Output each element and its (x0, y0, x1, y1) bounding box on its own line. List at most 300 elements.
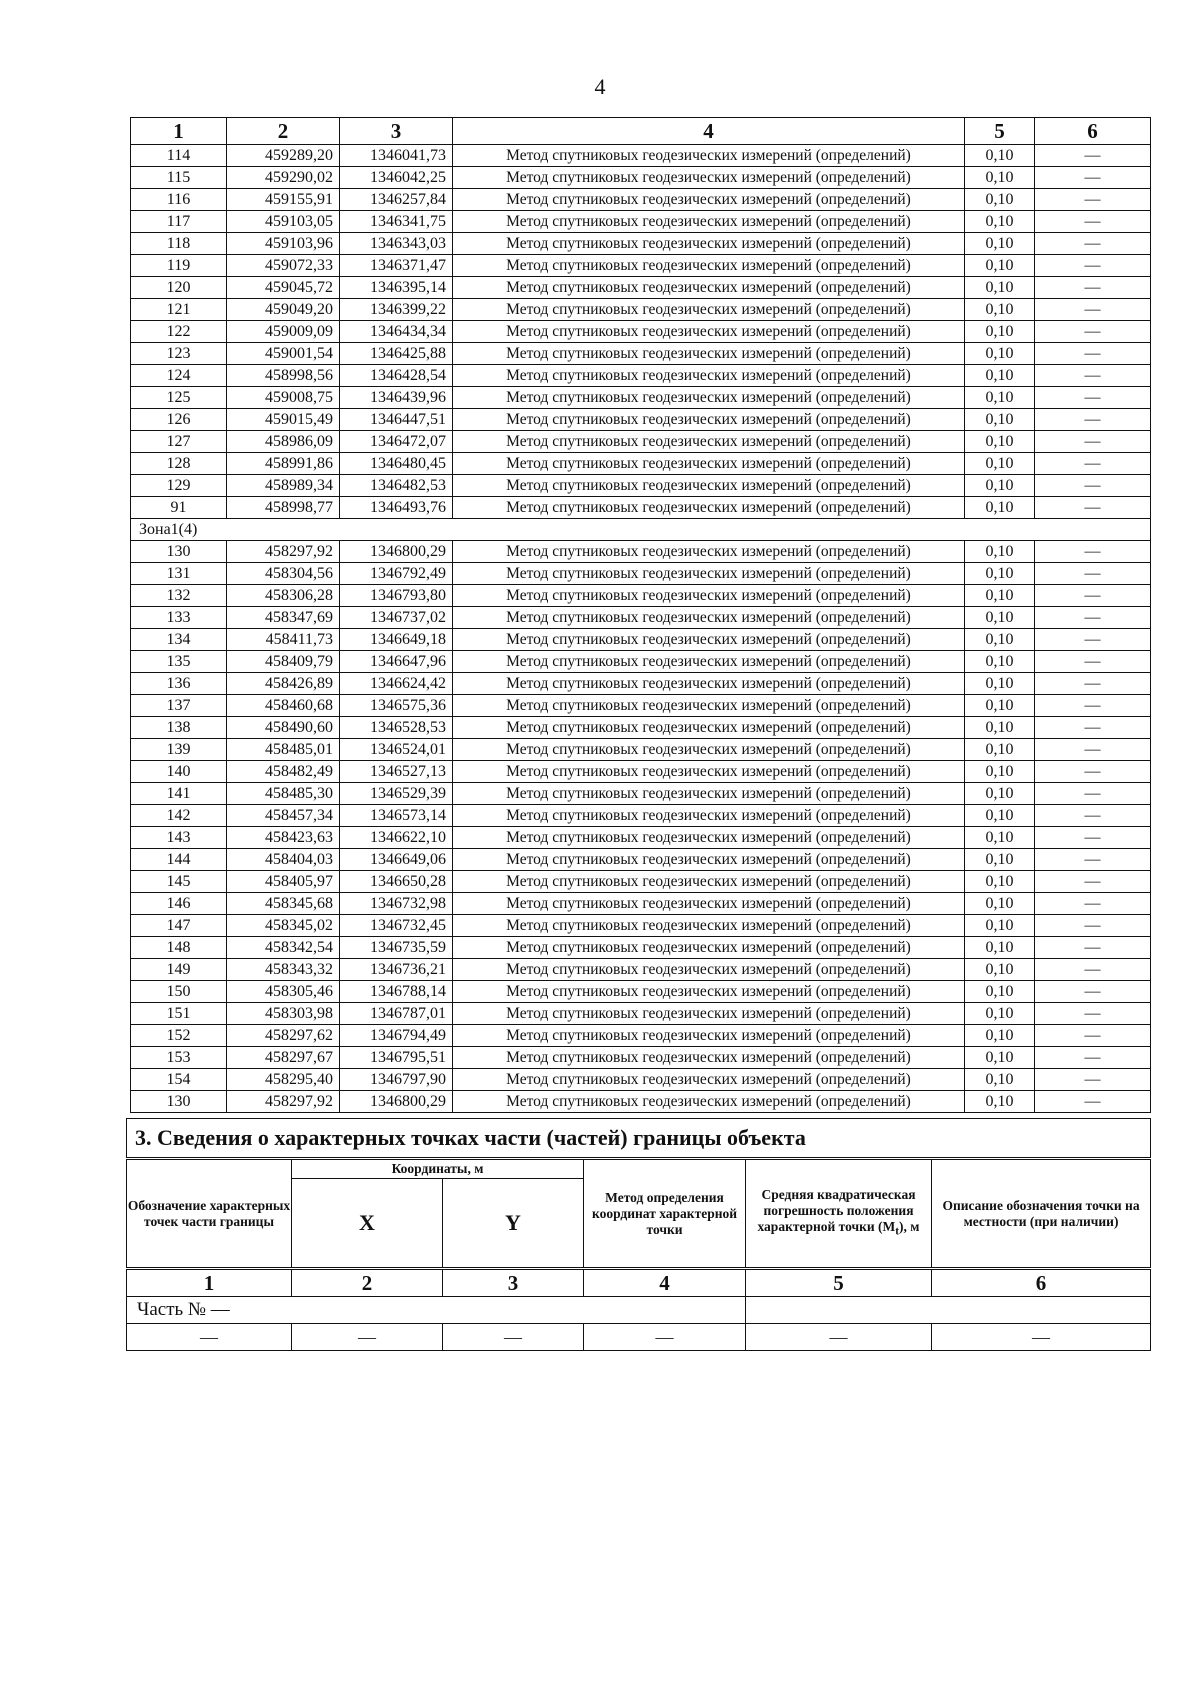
method-cell: Метод спутниковых геодезических измерений (определений) (453, 607, 965, 629)
dash-cell: — (127, 1324, 292, 1351)
x-coordinate-cell: 458297,92 (227, 1091, 340, 1113)
column-number-6: 6 (1035, 118, 1151, 145)
header-x: X (292, 1179, 443, 1269)
x-coordinate-cell: 458490,60 (227, 717, 340, 739)
table-row (131, 277, 1151, 299)
point-number-cell: 133 (131, 607, 227, 629)
x-coordinate-cell: 458409,79 (227, 651, 340, 673)
y-coordinate-cell: 1346800,29 (340, 541, 453, 563)
point-number-cell: 121 (131, 299, 227, 321)
point-number-cell: 129 (131, 475, 227, 497)
table-row (131, 893, 1151, 915)
point-number-cell: 130 (131, 541, 227, 563)
y-coordinate-cell: 1346650,28 (340, 871, 453, 893)
table-row (131, 981, 1151, 1003)
table-row (131, 1025, 1151, 1047)
method-cell: Метод спутниковых геодезических измерений (определений) (453, 783, 965, 805)
accuracy-cell: 0,10 (965, 629, 1035, 651)
x-coordinate-cell: 458426,89 (227, 673, 340, 695)
y-coordinate-cell: 1346524,01 (340, 739, 453, 761)
y-coordinate-cell: 1346041,73 (340, 145, 453, 167)
method-cell: Метод спутниковых геодезических измерений (определений) (453, 145, 965, 167)
table-row (131, 1003, 1151, 1025)
table-row (131, 695, 1151, 717)
point-number-cell: 122 (131, 321, 227, 343)
method-cell: Метод спутниковых геодезических измерений (определений) (453, 563, 965, 585)
accuracy-cell: 0,10 (965, 893, 1035, 915)
section-number-row (127, 1269, 1151, 1297)
point-number-cell: 117 (131, 211, 227, 233)
x-coordinate-cell: 458295,40 (227, 1069, 340, 1091)
x-coordinate-cell: 458482,49 (227, 761, 340, 783)
y-coordinate-cell: 1346371,47 (340, 255, 453, 277)
column-number-1: 1 (131, 118, 227, 145)
y-coordinate-cell: 1346792,49 (340, 563, 453, 585)
y-coordinate-cell: 1346575,36 (340, 695, 453, 717)
x-coordinate-cell: 458342,54 (227, 937, 340, 959)
x-coordinate-cell: 459155,91 (227, 189, 340, 211)
point-number-cell: 91 (131, 497, 227, 519)
accuracy-cell: 0,10 (965, 211, 1035, 233)
y-coordinate-cell: 1346797,90 (340, 1069, 453, 1091)
y-coordinate-cell: 1346480,45 (340, 453, 453, 475)
method-cell: Метод спутниковых геодезических измерений (определений) (453, 189, 965, 211)
y-coordinate-cell: 1346624,42 (340, 673, 453, 695)
x-coordinate-cell: 459103,96 (227, 233, 340, 255)
x-coordinate-cell: 458404,03 (227, 849, 340, 871)
x-coordinate-cell: 458297,62 (227, 1025, 340, 1047)
accuracy-cell: 0,10 (965, 651, 1035, 673)
page-number: 4 (594, 74, 606, 99)
table-row (131, 189, 1151, 211)
points-group-a (131, 145, 1151, 519)
description-cell: — (1035, 1025, 1151, 1047)
method-cell: Метод спутниковых геодезических измерений (определений) (453, 233, 965, 255)
table-row (131, 915, 1151, 937)
header-designation: Обозначение характерных точек части границы (127, 1159, 292, 1269)
method-cell: Метод спутниковых геодезических измерений (определений) (453, 475, 965, 497)
description-cell: — (1035, 563, 1151, 585)
accuracy-cell: 0,10 (965, 717, 1035, 739)
method-cell: Метод спутниковых геодезических измерений (определений) (453, 981, 965, 1003)
description-cell: — (1035, 343, 1151, 365)
method-cell: Метод спутниковых геодезических измерений (определений) (453, 827, 965, 849)
accuracy-cell: 0,10 (965, 673, 1035, 695)
description-cell: — (1035, 827, 1151, 849)
y-coordinate-cell: 1346529,39 (340, 783, 453, 805)
method-cell: Метод спутниковых геодезических измерений (определений) (453, 1069, 965, 1091)
point-number-cell: 128 (131, 453, 227, 475)
method-cell: Метод спутниковых геодезических измерений (определений) (453, 541, 965, 563)
x-coordinate-cell: 458343,32 (227, 959, 340, 981)
section-title: 3. Сведения о характерных точках части (частей) границы объекта (127, 1119, 1151, 1159)
y-coordinate-cell: 1346439,96 (340, 387, 453, 409)
table-row (131, 783, 1151, 805)
method-cell: Метод спутниковых геодезических измерений (определений) (453, 915, 965, 937)
x-coordinate-cell: 458411,73 (227, 629, 340, 651)
table-row (131, 849, 1151, 871)
accuracy-cell: 0,10 (965, 189, 1035, 211)
method-cell: Метод спутниковых геодезических измерений (определений) (453, 453, 965, 475)
x-coordinate-cell: 458991,86 (227, 453, 340, 475)
x-coordinate-cell: 459103,05 (227, 211, 340, 233)
description-cell: — (1035, 937, 1151, 959)
description-cell: — (1035, 805, 1151, 827)
x-coordinate-cell: 458303,98 (227, 1003, 340, 1025)
method-cell: Метод спутниковых геодезических измерений (определений) (453, 321, 965, 343)
x-coordinate-cell: 458405,97 (227, 871, 340, 893)
y-coordinate-cell: 1346795,51 (340, 1047, 453, 1069)
y-coordinate-cell: 1346732,98 (340, 893, 453, 915)
point-number-cell: 115 (131, 167, 227, 189)
description-cell: — (1035, 387, 1151, 409)
description-cell: — (1035, 695, 1151, 717)
description-cell: — (1035, 585, 1151, 607)
table-row (131, 959, 1151, 981)
point-number-cell: 127 (131, 431, 227, 453)
accuracy-cell: 0,10 (965, 321, 1035, 343)
table-row (131, 387, 1151, 409)
description-cell: — (1035, 211, 1151, 233)
method-cell: Метод спутниковых геодезических измерений (определений) (453, 695, 965, 717)
description-cell: — (1035, 145, 1151, 167)
x-coordinate-cell: 458485,30 (227, 783, 340, 805)
point-number-cell: 116 (131, 189, 227, 211)
accuracy-cell: 0,10 (965, 299, 1035, 321)
x-coordinate-cell: 458345,02 (227, 915, 340, 937)
section-col-5: 5 (746, 1269, 932, 1297)
accuracy-cell: 0,10 (965, 409, 1035, 431)
accuracy-cell: 0,10 (965, 783, 1035, 805)
table-row (131, 409, 1151, 431)
table-row (131, 629, 1151, 651)
table-row (131, 607, 1151, 629)
part-label: Часть № — (127, 1297, 746, 1324)
method-cell: Метод спутниковых геодезических измерений (определений) (453, 1047, 965, 1069)
method-cell: Метод спутниковых геодезических измерений (определений) (453, 717, 965, 739)
point-number-cell: 138 (131, 717, 227, 739)
description-cell: — (1035, 893, 1151, 915)
description-cell: — (1035, 453, 1151, 475)
description-cell: — (1035, 299, 1151, 321)
method-cell: Метод спутниковых геодезических измерений (определений) (453, 387, 965, 409)
accuracy-cell: 0,10 (965, 937, 1035, 959)
method-cell: Метод спутниковых геодезических измерений (определений) (453, 431, 965, 453)
header-method: Метод определения координат характерной точки (584, 1159, 746, 1269)
x-coordinate-cell: 459009,09 (227, 321, 340, 343)
point-number-cell: 130 (131, 1091, 227, 1113)
accuracy-cell: 0,10 (965, 145, 1035, 167)
point-number-cell: 140 (131, 761, 227, 783)
accuracy-cell: 0,10 (965, 387, 1035, 409)
point-number-cell: 145 (131, 871, 227, 893)
table-row (131, 1091, 1151, 1113)
table-row (131, 453, 1151, 475)
description-cell: — (1035, 475, 1151, 497)
table-row (131, 1047, 1151, 1069)
point-number-cell: 123 (131, 343, 227, 365)
method-cell: Метод спутниковых геодезических измерений (определений) (453, 343, 965, 365)
y-coordinate-cell: 1346395,14 (340, 277, 453, 299)
table-row (131, 871, 1151, 893)
header-error-subscript: t (895, 1225, 900, 1238)
column-number-5: 5 (965, 118, 1035, 145)
method-cell: Метод спутниковых геодезических измерений (определений) (453, 167, 965, 189)
point-number-cell: 137 (131, 695, 227, 717)
accuracy-cell: 0,10 (965, 497, 1035, 519)
y-coordinate-cell: 1346788,14 (340, 981, 453, 1003)
method-cell: Метод спутниковых геодезических измерений (определений) (453, 739, 965, 761)
boundary-points-table (130, 117, 1151, 1113)
x-coordinate-cell: 458345,68 (227, 893, 340, 915)
y-coordinate-cell: 1346343,03 (340, 233, 453, 255)
point-number-cell: 154 (131, 1069, 227, 1091)
x-coordinate-cell: 458986,09 (227, 431, 340, 453)
x-coordinate-cell: 458297,67 (227, 1047, 340, 1069)
point-number-cell: 131 (131, 563, 227, 585)
point-number-cell: 146 (131, 893, 227, 915)
method-cell: Метод спутниковых геодезических измерений (определений) (453, 1025, 965, 1047)
description-cell: — (1035, 1047, 1151, 1069)
header-description: Описание обозначения точки на местности (при наличии) (932, 1159, 1151, 1269)
y-coordinate-cell: 1346341,75 (340, 211, 453, 233)
accuracy-cell: 0,10 (965, 1091, 1035, 1113)
x-coordinate-cell: 459072,33 (227, 255, 340, 277)
table-row (131, 343, 1151, 365)
method-cell: Метод спутниковых геодезических измерений (определений) (453, 211, 965, 233)
part-empty-cell (746, 1297, 1151, 1324)
column-number-4: 4 (453, 118, 965, 145)
description-cell: — (1035, 959, 1151, 981)
y-coordinate-cell: 1346793,80 (340, 585, 453, 607)
part-boundary-section (126, 1118, 1151, 1351)
x-coordinate-cell: 458306,28 (227, 585, 340, 607)
accuracy-cell: 0,10 (965, 849, 1035, 871)
point-number-cell: 132 (131, 585, 227, 607)
header-error-text: Средняя квадратическая погрешность положения характерной точки (M (757, 1187, 916, 1235)
accuracy-cell: 0,10 (965, 739, 1035, 761)
point-number-cell: 150 (131, 981, 227, 1003)
description-cell: — (1035, 915, 1151, 937)
method-cell: Метод спутниковых геодезических измерений (определений) (453, 409, 965, 431)
point-number-cell: 114 (131, 145, 227, 167)
y-coordinate-cell: 1346425,88 (340, 343, 453, 365)
y-coordinate-cell: 1346399,22 (340, 299, 453, 321)
description-cell: — (1035, 431, 1151, 453)
accuracy-cell: 0,10 (965, 1003, 1035, 1025)
column-number-2: 2 (227, 118, 340, 145)
accuracy-cell: 0,10 (965, 233, 1035, 255)
accuracy-cell: 0,10 (965, 1047, 1035, 1069)
method-cell: Метод спутниковых геодезических измерений (определений) (453, 585, 965, 607)
description-cell: — (1035, 651, 1151, 673)
accuracy-cell: 0,10 (965, 827, 1035, 849)
method-cell: Метод спутниковых геодезических измерений (определений) (453, 805, 965, 827)
x-coordinate-cell: 459008,75 (227, 387, 340, 409)
table-row (131, 255, 1151, 277)
method-cell: Метод спутниковых геодезических измерений (определений) (453, 629, 965, 651)
section-col-2: 2 (292, 1269, 443, 1297)
dash-cell: — (292, 1324, 443, 1351)
column-number-3: 3 (340, 118, 453, 145)
table-row (131, 541, 1151, 563)
accuracy-cell: 0,10 (965, 541, 1035, 563)
zone-label: Зона1(4) (131, 519, 1151, 541)
method-cell: Метод спутниковых геодезических измерений (определений) (453, 497, 965, 519)
y-coordinate-cell: 1346482,53 (340, 475, 453, 497)
method-cell: Метод спутниковых геодезических измерений (определений) (453, 299, 965, 321)
description-cell: — (1035, 1069, 1151, 1091)
method-cell: Метод спутниковых геодезических измерений (определений) (453, 871, 965, 893)
table-row (131, 585, 1151, 607)
table-row (131, 761, 1151, 783)
description-cell: — (1035, 321, 1151, 343)
y-coordinate-cell: 1346622,10 (340, 827, 453, 849)
x-coordinate-cell: 459289,20 (227, 145, 340, 167)
x-coordinate-cell: 459001,54 (227, 343, 340, 365)
y-coordinate-cell: 1346434,34 (340, 321, 453, 343)
table-row (131, 233, 1151, 255)
table-row (131, 1069, 1151, 1091)
point-number-cell: 151 (131, 1003, 227, 1025)
x-coordinate-cell: 458485,01 (227, 739, 340, 761)
y-coordinate-cell: 1346732,45 (340, 915, 453, 937)
point-number-cell: 148 (131, 937, 227, 959)
method-cell: Метод спутниковых геодезических измерений (определений) (453, 959, 965, 981)
y-coordinate-cell: 1346787,01 (340, 1003, 453, 1025)
table-row (131, 651, 1151, 673)
description-cell: — (1035, 409, 1151, 431)
method-cell: Метод спутниковых геодезических измерений (определений) (453, 1003, 965, 1025)
accuracy-cell: 0,10 (965, 871, 1035, 893)
description-cell: — (1035, 607, 1151, 629)
method-cell: Метод спутниковых геодезических измерений (определений) (453, 277, 965, 299)
table-row (131, 563, 1151, 585)
point-number-cell: 118 (131, 233, 227, 255)
description-cell: — (1035, 849, 1151, 871)
points-group-b (131, 541, 1151, 1113)
method-cell: Метод спутниковых геодезических измерений (определений) (453, 1091, 965, 1113)
point-number-cell: 135 (131, 651, 227, 673)
point-number-cell: 144 (131, 849, 227, 871)
x-coordinate-cell: 458423,63 (227, 827, 340, 849)
table-row (131, 717, 1151, 739)
accuracy-cell: 0,10 (965, 695, 1035, 717)
table-row (131, 365, 1151, 387)
header-y: Y (443, 1179, 584, 1269)
y-coordinate-cell: 1346428,54 (340, 365, 453, 387)
method-cell: Метод спутниковых геодезических измерений (определений) (453, 673, 965, 695)
accuracy-cell: 0,10 (965, 607, 1035, 629)
table-row (131, 211, 1151, 233)
point-number-cell: 141 (131, 783, 227, 805)
description-cell: — (1035, 189, 1151, 211)
description-cell: — (1035, 233, 1151, 255)
accuracy-cell: 0,10 (965, 1069, 1035, 1091)
accuracy-cell: 0,10 (965, 805, 1035, 827)
description-cell: — (1035, 1003, 1151, 1025)
dash-cell: — (584, 1324, 746, 1351)
method-cell: Метод спутниковых геодезических измерений (определений) (453, 849, 965, 871)
table-row (131, 475, 1151, 497)
header-coordinates: Координаты, м (292, 1159, 584, 1179)
accuracy-cell: 0,10 (965, 959, 1035, 981)
description-cell: — (1035, 497, 1151, 519)
x-coordinate-cell: 458998,56 (227, 365, 340, 387)
accuracy-cell: 0,10 (965, 981, 1035, 1003)
y-coordinate-cell: 1346257,84 (340, 189, 453, 211)
description-cell: — (1035, 871, 1151, 893)
header-error (746, 1159, 932, 1269)
y-coordinate-cell: 1346735,59 (340, 937, 453, 959)
header-error-unit: ), м (899, 1219, 920, 1235)
y-coordinate-cell: 1346794,49 (340, 1025, 453, 1047)
description-cell: — (1035, 365, 1151, 387)
description-cell: — (1035, 1091, 1151, 1113)
y-coordinate-cell: 1346649,06 (340, 849, 453, 871)
x-coordinate-cell: 459015,49 (227, 409, 340, 431)
table-row (131, 167, 1151, 189)
point-number-cell: 143 (131, 827, 227, 849)
table-row (131, 673, 1151, 695)
accuracy-cell: 0,10 (965, 365, 1035, 387)
description-cell: — (1035, 277, 1151, 299)
accuracy-cell: 0,10 (965, 563, 1035, 585)
point-number-cell: 139 (131, 739, 227, 761)
method-cell: Метод спутниковых геодезических измерений (определений) (453, 761, 965, 783)
x-coordinate-cell: 458989,34 (227, 475, 340, 497)
accuracy-cell: 0,10 (965, 277, 1035, 299)
accuracy-cell: 0,10 (965, 453, 1035, 475)
point-number-cell: 142 (131, 805, 227, 827)
dash-cell: — (932, 1324, 1151, 1351)
point-number-cell: 147 (131, 915, 227, 937)
description-cell: — (1035, 541, 1151, 563)
accuracy-cell: 0,10 (965, 1025, 1035, 1047)
point-number-cell: 126 (131, 409, 227, 431)
method-cell: Метод спутниковых геодезических измерений (определений) (453, 651, 965, 673)
description-cell: — (1035, 783, 1151, 805)
x-coordinate-cell: 459049,20 (227, 299, 340, 321)
table-row (131, 937, 1151, 959)
x-coordinate-cell: 458304,56 (227, 563, 340, 585)
table-row (131, 497, 1151, 519)
method-cell: Метод спутниковых геодезических измерений (определений) (453, 937, 965, 959)
x-coordinate-cell: 458460,68 (227, 695, 340, 717)
table-row (131, 321, 1151, 343)
point-number-cell: 125 (131, 387, 227, 409)
y-coordinate-cell: 1346042,25 (340, 167, 453, 189)
table-row (131, 739, 1151, 761)
section-col-4: 4 (584, 1269, 746, 1297)
y-coordinate-cell: 1346737,02 (340, 607, 453, 629)
x-coordinate-cell: 458297,92 (227, 541, 340, 563)
y-coordinate-cell: 1346573,14 (340, 805, 453, 827)
accuracy-cell: 0,10 (965, 343, 1035, 365)
x-coordinate-cell: 458347,69 (227, 607, 340, 629)
x-coordinate-cell: 458998,77 (227, 497, 340, 519)
accuracy-cell: 0,10 (965, 475, 1035, 497)
method-cell: Метод спутниковых геодезических измерений (определений) (453, 893, 965, 915)
section-col-1: 1 (127, 1269, 292, 1297)
x-coordinate-cell: 458305,46 (227, 981, 340, 1003)
method-cell: Метод спутниковых геодезических измерений (определений) (453, 365, 965, 387)
point-number-cell: 153 (131, 1047, 227, 1069)
dash-cell: — (443, 1324, 584, 1351)
accuracy-cell: 0,10 (965, 167, 1035, 189)
accuracy-cell: 0,10 (965, 585, 1035, 607)
description-cell: — (1035, 255, 1151, 277)
